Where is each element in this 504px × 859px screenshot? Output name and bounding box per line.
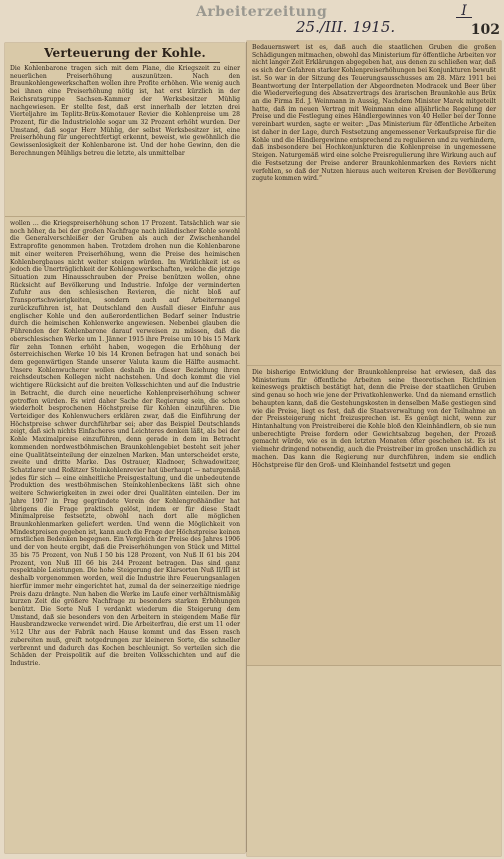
clipping-right-top <box>247 41 501 365</box>
handwritten-mark: I <box>456 3 472 18</box>
article-paragraph-intro: Die Kohlenbarone tragen sich mit dem Plane, die Kriegszeit zu einer neuerlichen Preiserhöhung auszunützen. Nach den Braunkohlengewerkschaften wollen ihre Profite erhöhen. Wie wenig auch bei ihnen eine Preiserhöhung nötig ist, hat erst kürzlich in der Reichsratsgruppe Sachsen-Kammer der Werksbesitzer Mühlig nachgewiesen. Er stellte fest, daß erst innerhalb der letzten drei Vierteljahre im Teplitz-Brüx-Komotauer Revier die Kohlenpreise um 28 Prozent, für die Industrielohle sogar um 32 Prozent erhöht wurden. Der Umstand, daß sogar Herr Mühlig, der selbst Werksbesitzer ist, eine Preiserhöhung für ungerechtfertigt erkennt, beweist, wie gewöhnlich die Gewissenlosigkeit der Kohlenbarone ist. Und der hohe Gewinn, den die Berechnungen Mühligs betreu die letzte, als unmittelbar <box>10 65 240 157</box>
article-body-right-top: Bedauernswert ist es, daß auch die staatlichen Gruben die großen Schädigungen mitmachen, obwohl das Ministerium für öffentliche Arbeiten vor nicht langer Zeit Erklärungen abgegeben hat, aus denen zu schließen war, daß es sich der Gefahren starker Kohlenpreiserhöhungen bei Konjunkturen bewußt ist. So war in der Sitzung des Teuerungsausschusses am 28. März 1911 bei Beantwortung der Interpellation der Abgeordneten Modracek und Beer über die Wiederverlegung des Absatzvertrags des ärarischen Braunkohle aus Brüx an die Firma Ed. J. Weinmann in Aussig, Nachdem Minister Marek mitgeteilt hatte, daß im neuen Vertrag mit Weinmann eine alljährliche Regelung der Preise und die Festlegung eines Händlergewinnes von 40 Heller bei der Tonne vereinbart wurden, sagte er weiter: „Das Ministerium für öffentliche Arbeiten ist daher in der Lage, durch Festsetzung angemessener Verkaufspreise für die Kohle und die Händlergewinne entsprechend zu regulieren und zu verhindern, daß insbesondere bei Hochkonjunkturen die Kohlenpreise in ungemessene Steigen. Naturgemäß wird eine solche Preisregulierung ihre Wirkung auch auf die Festsetzung der Preise anderer Braunkohlenmarken des Reviers nicht verfehlen, so daß der Nutzen hieraus auch weiteren Kreisen der Bevölkerung zugute kommen wird.“ <box>252 44 496 183</box>
article-intro <box>10 46 240 158</box>
clipping-right-bottom <box>247 666 501 856</box>
clipping-left-top <box>5 43 245 216</box>
newspaper-name: Arbeiterzeitung <box>196 4 328 20</box>
title-rule <box>30 62 220 63</box>
clipping-left-bottom <box>5 217 245 853</box>
page-number: 102 <box>470 22 500 38</box>
handwritten-date: 25./III. 1915. <box>296 18 396 36</box>
article-title: Verteuerung der Kohle. <box>44 46 206 60</box>
article-body-left: wollen … die Kriegspreiserhöhung schon 17 Prozent. Tatsächlich war sie noch höher, da bei der großen Nachfrage nach inländischer Kohle sowohl die Generalverschleißer der Gruben als auch der Zwischenhandel Extraprofite genommen haben. Trotzdem drohen nun die Kohlenbarone mit einer weiteren Preiserhöhung, wenn die Preise des heimischen Kohlenbergbaues nicht weiter steigen würden. Im Wirklichkeit ist es jedoch die Unerträglichkeit der Kohlengewerkschaften, welche die jetzige Situation zum Hinausschrauben der Preise benützen wollen, ohne Rücksicht auf Bevölkerung und Industrie. Infolge der verminderten Zufuhr aus den schlesischen Revieren, die nicht bloß auf Transportschwierigkeiten, sondern auch auf Arbeitermangel zurückzuführen ist, hat Deutschland den Ausfall dieser Einfuhr aus englischer Kohle und den außerordentlichen Bedarf seiner Industrie durch die heimischen Kohlenwerke angewiesen. Nebenbei glauben die Führenden der Kohlenbarone darauf verweisen zu müssen, daß die oberschlesischen Werke um 1. Jänner 1915 ihre Preise um 10 bis 15 Mark für zehn Tonnen erhöht haben, wogegen die Erhöhung der österreichischen Werke 10 bis 14 Kronen betragen hat und sonach bei dem gegenwärtigen Stande unserer Valuta kaum die Hälfte ausmacht. Unsere Kohlenwucherer wollen deshalb in dieser Beziehung ihren reichsdeutschen Kollegen nicht nachstehen. Und doch kommt die viel wichtigere Rücksicht auf die breiten Volksschichten und auf die Industrie in Betracht, die durch eine neuerliche Kohlenpreiserhöhung schwer getroffen würden. Es wird daher Sache der Regierung sein, die schon wiederholt besprochenen Höchstpreise für Kohlen einzuführen. Die Verteidiger des Kohlenwuchers erklären zwar, daß die Einführung der Höchstpreise schwer durchführbar sei; aber das Beispiel Deutschlands zeigt, daß sich nichts Einfacheres und Leichteres denken läßt, als bei der Kohle Maximalpreise einzuführen, denn gerade in dem im Betracht kommenden nordwestböhmischen Braunkohlengebiet besteht seit jeher eine Qualitätseinteilung der einzelnen Marken. Man unterscheidet erste, zweite und dritte Marke. Das Ostrauer, Kladnoer, Schwadowitzer, Schatzlarer und Roßitzer Steinkohlenrevier hat überhaupt — naturgemäß jedes für sich — eine einheitliche Preisgestaltung, und die unbedeutende Produktion des westböhmischen Steinkohlenbeckens läßt sich ohne weitere Schwierigkeiten in zwei oder drei Qualitäten einteilen. Der im Jahre 1907 in Prag gegründete Verein der Kohlengroßhändler hat übrigens die Frage praktisch gelöst, indem er für diese Stadt Minimalpreise festsetzte, obwohl nach dort alle möglichen Braunkohlenmarken geliefert werden. Und wenn die Möglichkeit von Mindestpreisen gegeben ist, kann auch die Frage der Höchstpreise keinen ernstlichen Bedenken begegnen. Ein Vergleich der Preise des Jahres 1906 und der von heute ergibt, daß die Preiserhöhungen von Stück und Mittel 35 bis 75 Prozent, von Nuß I 50 bis 128 Prozent, von Nuß II 61 bis 204 Prozent, von Nuß III 66 bis 244 Prozent betragen. Das sind ganz respektable Leistungen. Die hohe Steigerung der Klarsorten Nuß II/III ist deshalb vorgenommen worden, weil die Industrie ihre Feuerungsanlagen hierfür immer mehr eingerichtet hat, zumal da der seinerzeitige niedrige Preis dazu drängte. Nun haben die Werke im Laufe einer verhältnismäßig kurzen Zeit die größere Nachfrage zu besonders starken Erhöhungen benützt. Die Sorte Nuß I verdankt wiederum die Steigerung dem Umstand, daß sie besonders von den Arbeitern in steigendem Maße für Hausbrandzwecke verwendet wird. Die Arbeiterfrau, die erst um 11 oder ½12 Uhr aus der Fabrik nach Hause kommt und das Essen rasch zubereiten muß, greift notgedrungen zur kleineren Sorte, die schneller verbrennt und dadurch das Kochen beschleunigt. So verteilen sich die Schäden der Preispolitik auf die breiten Volksschichten und auf die Industrie. <box>10 220 240 667</box>
masthead <box>0 0 504 40</box>
clipping-right-middle <box>247 366 501 665</box>
article-body-right-middle: Die bisherige Entwicklung der Braunkohlenpreise hat erwiesen, daß das Ministerium für öffentliche Arbeiten seine theoretischen Richtlinien keineswegs praktisch bestätigt hat, denn die Preise der staatlichen Gruben sind genau so hoch wie jene der Privatkohlenwerke. Und da niemand ernstlich behaupten kann, daß die Gestehungskosten in denselben Maße gestiegen sind wie die Preise, liegt es fest, daß die Staatsverwaltung von der Teilnahme an der Preissteigerung nicht freizusprechen ist. Es genügt nicht, wenn zur Hintanhaltung von Preistreiberei die Kohle bloß den Kleinhändlern, ob sie nun unberechtigte Preise fordern oder Gewichtsabzug begehen, der Prozeß gemacht würde, wie es in den letzten Monaten öfter geschehen ist. Es ist vielmehr dringend notwendig, auch die Preistreiber im großen unschädlich zu machen. Das kann die Regierung nur durchführen, indem sie endlich Höchstpreise für den Groß- und Kleinhandel festsetzt und gegen <box>252 369 496 469</box>
